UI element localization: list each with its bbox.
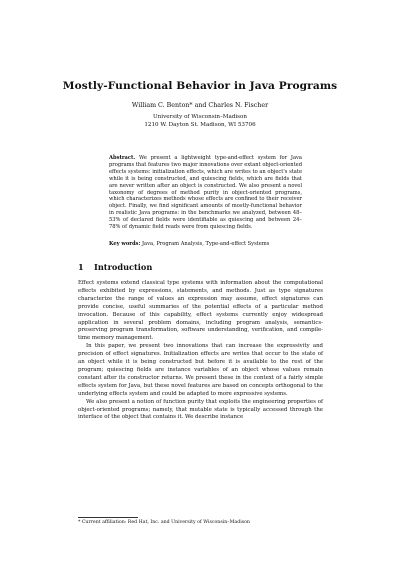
affiliation xyxy=(0,114,400,129)
affiliation-line-2: 1210 W. Dayton St. Madison, WI 53706 xyxy=(144,121,256,128)
keywords-label: Key words: xyxy=(109,241,141,247)
paper-title: Mostly-Functional Behavior in Java Programs xyxy=(62,80,338,92)
keywords xyxy=(109,241,309,247)
abstract-text: We present a lightweight type-and-effect system for Java programs that features two major innovations over extant object-oriented effects systems: initialization effects, which are writes to an object's state while it is being constructed, and quiescing fields, which are fields that are never written after an object is constructed. We also present a novel taxonomy of degrees of method purity in object-oriented programs, which characterizes methods whose effects are confined to their receiver object. Finally, we find significant amounts of mostly-functional behavior in realistic Java programs: in the benchmarks we analyzed, between 48–53% of declared fields were identifiable as quiescing and between 24–78% of dynamic field reads were from quiescing fields. xyxy=(109,155,302,231)
paragraph: We also present a notion of function purity that exploits the engineering properties of object-oriented programs; namely, that mutable state is typically accessed through the interface of the object that contains it. We describe instance xyxy=(78,398,323,421)
abstract xyxy=(109,155,302,231)
author-line: William C. Benton* and Charles N. Fischer xyxy=(131,102,269,109)
affiliation-line-1: University of Wisconsin–Madison xyxy=(152,114,248,120)
paragraph: Effect systems extend classical type systems with information about the computational effects exhibited by expressions, statements, and methods. Just as type signatures characterize the range of values an expression may assume, effect signatures can provide concise, useful summaries of the potential effects of a particular method invocation. Because of this capability, effect systems currently enjoy widespread application in several problem domains, including program analysis, semantics-preserving program transformation, software understanding, verification, and compile-time memory management. xyxy=(78,280,323,342)
section-heading xyxy=(78,262,152,272)
footnote-rule xyxy=(78,517,138,518)
paragraph: In this paper, we present two innovations that can increase the expressivity and precision of effect signatures. Initialization effects are writes that occur to the state of an object while it is being constructed but before it is available to the rest of the program; quiescing fields are instance variables of an object whose values remain constant after its constructor returns. We present these in the context of a fairly simple effects system for Java, but these novel features are based on concepts orthogonal to the underlying effects system and could be adapted to more expressive systems. xyxy=(78,343,323,397)
body-text xyxy=(78,280,323,422)
abstract-label: Abstract. xyxy=(109,155,136,161)
footnote: * Current affiliation: Red Hat, Inc. and University of Wisconsin–Madison xyxy=(78,520,250,525)
section-title: Introduction xyxy=(94,262,153,272)
section-number: 1 xyxy=(78,262,84,272)
keywords-text: Java, Program Analysis, Type-and-effect Systems xyxy=(142,241,270,247)
